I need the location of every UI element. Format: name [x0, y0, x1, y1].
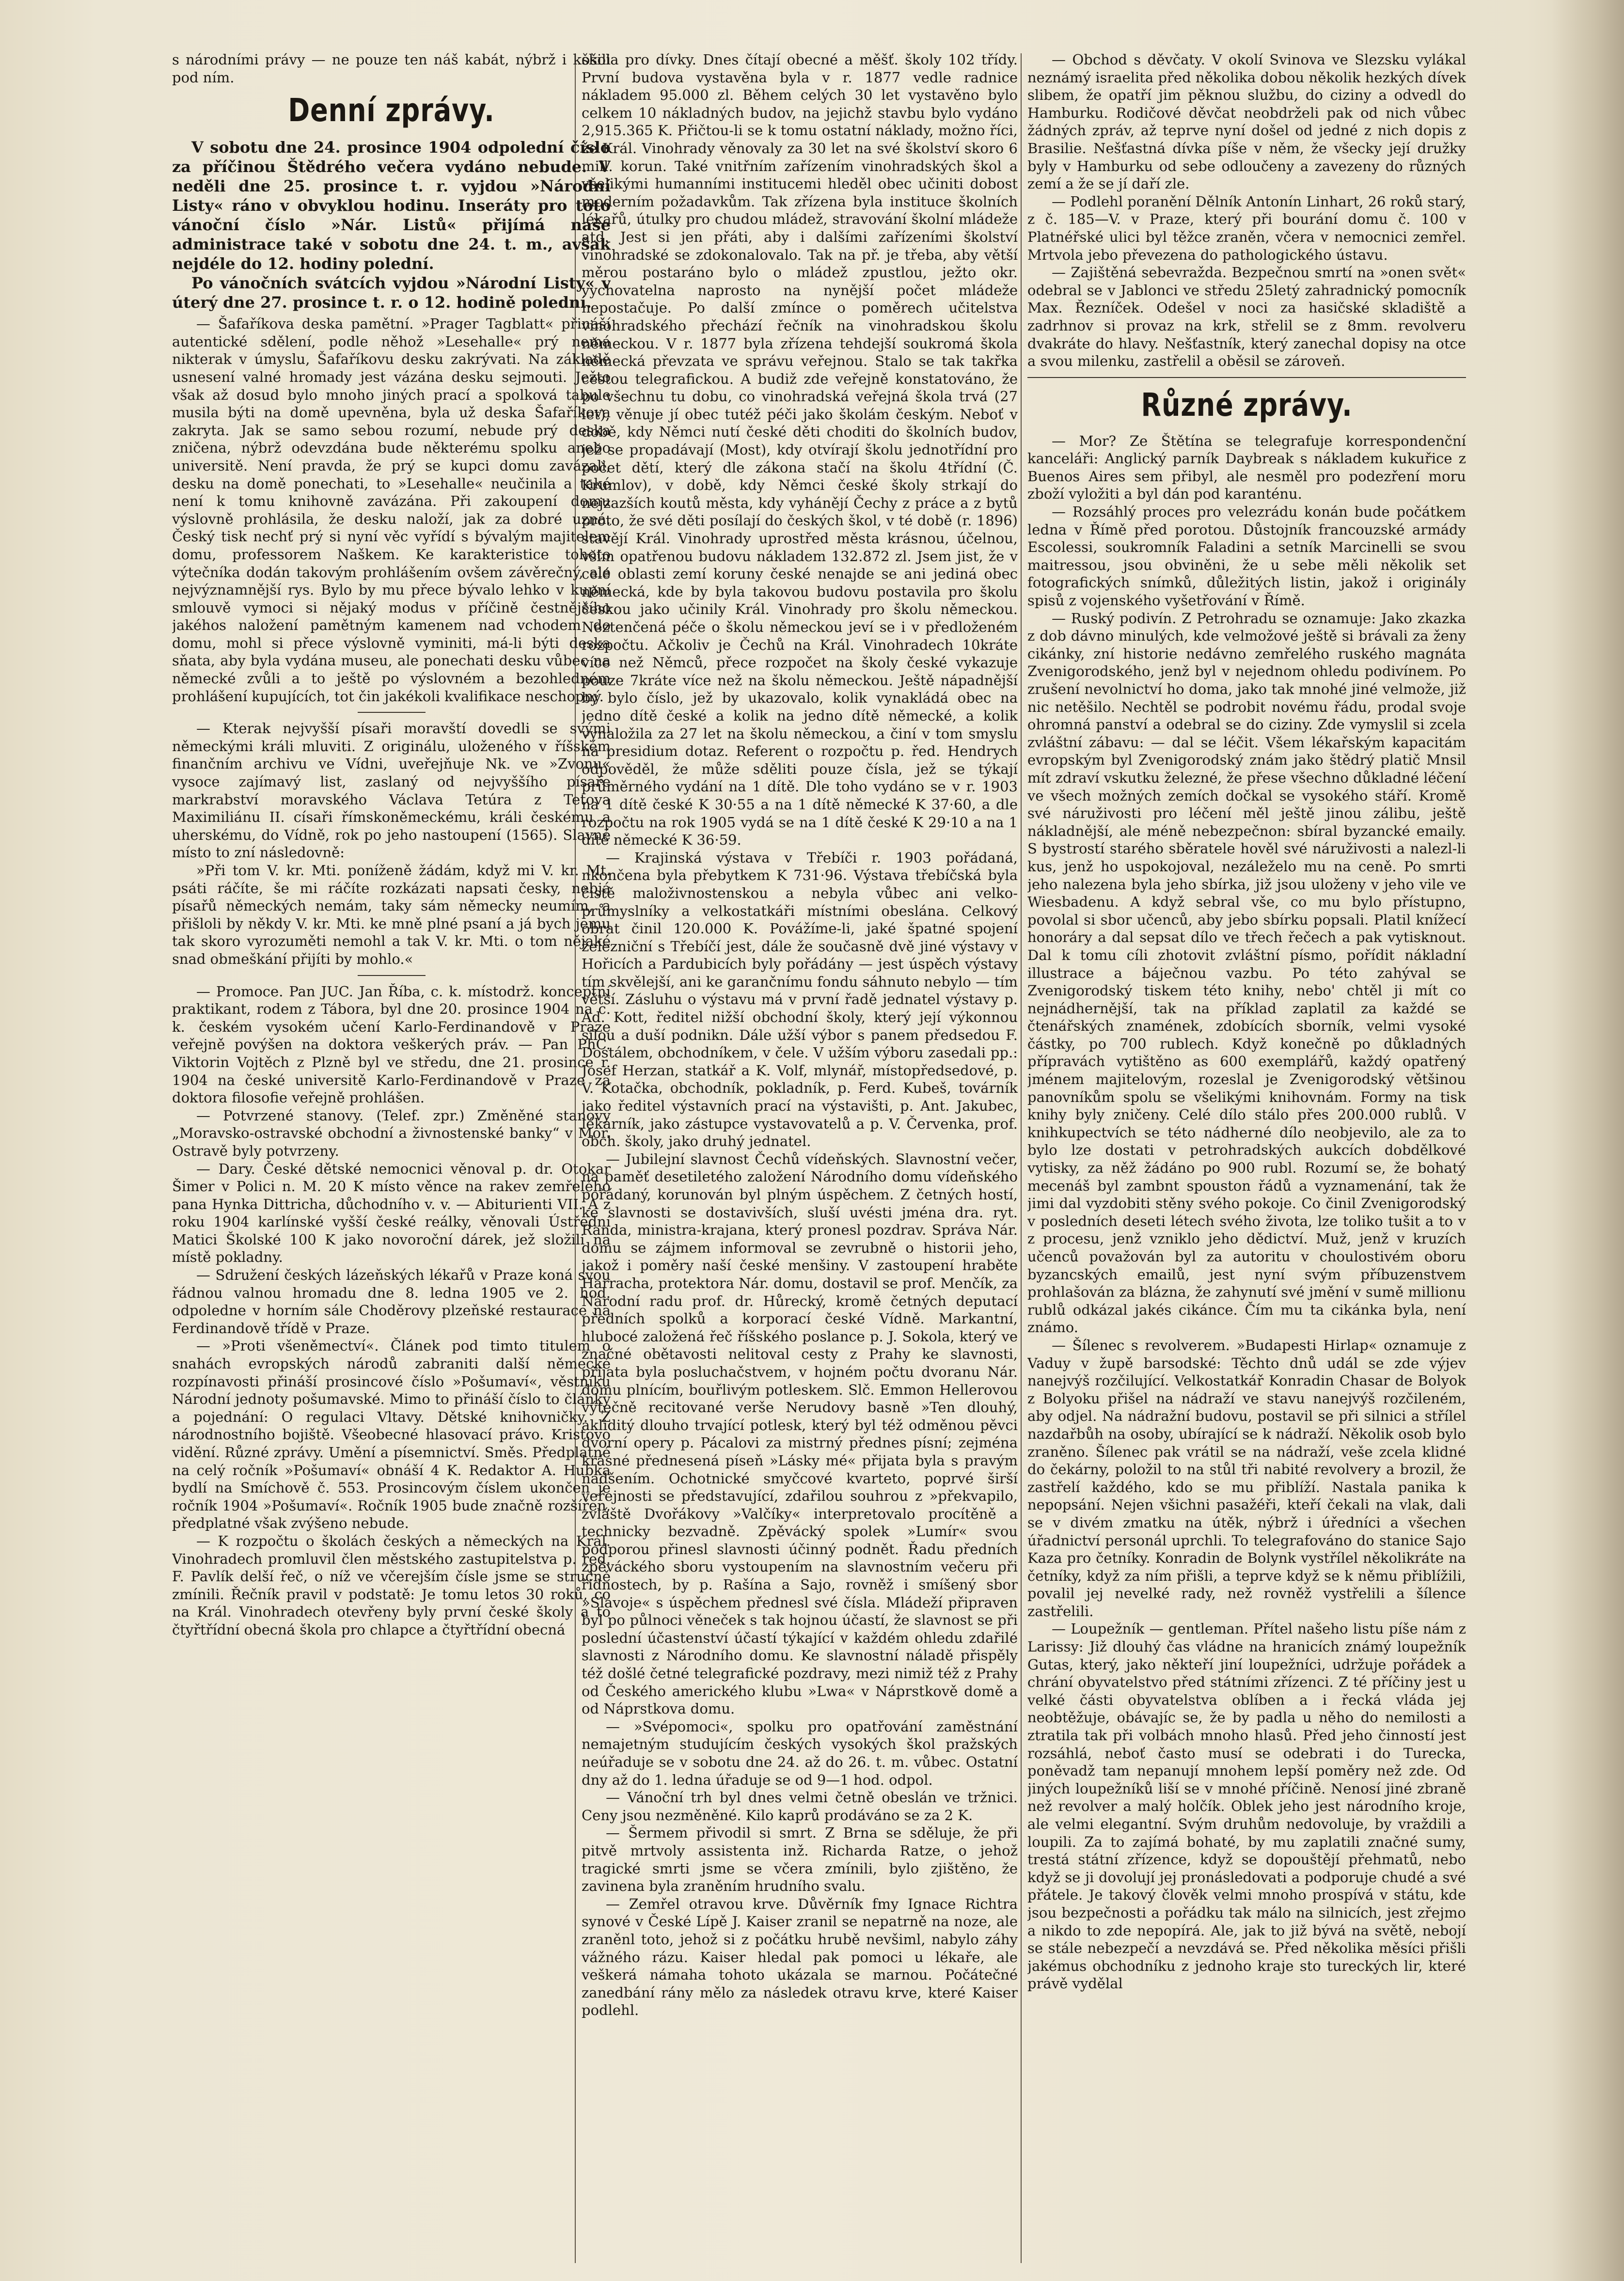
- article-paragraph: — Vánoční trh byl dnes velmi četně obeslán ve tržnici. Ceny jsou nezměněné. Kilo kaprů prodáváno se za 2 K.: [582, 1789, 1018, 1824]
- article-paragraph: »Při tom V. kr. Mti. poníženě žádám, když mi V. kr. Mt. psáti ráčíte, še mi ráčíte rozkázati napsati česky, nebjá písařů německých nemám, taky sám německy neumím, a přišloli by někdy V. kr. Mti. ke mně plné psaní a já bych jemu tak skoro vyrozuměti nemohl a tak V. kr. Mti. o tom nějaké snad obmeškání přijíti by mohlo.«: [172, 862, 611, 967]
- article-divider: [358, 712, 426, 713]
- article-divider: [358, 975, 426, 976]
- article-paragraph: — Obchod s děvčaty. V okolí Svinova ve Slezsku vylákal neznámý israelita před několika dobou několik hezkých dívek slibem, že opatří jim pěknou službu, do ciziny a odvedl do Hamburku. Rodičové děvčat neobdrželi pak od nich vůbec žádných zpráv, až teprve nyní došel od jedné z nich dopis z Brasilie. Nešťastná dívka píše v něm, že všecky její družky byly v Hamburku od sebe odloučeny a zavezeny do různých zemí a že se jí daří zle.: [1027, 51, 1466, 192]
- article-paragraph: — Krajinská výstava v Třebíči r. 1903 pořádaná, nkončena byla přebytkem K 731·96. Výstava třebíčská byla čistě maloživnostenskou a nebyla vůbec ani velko-průmyslníky a velkostatkáři místními obeslána. Celkový obrat činil 120.000 K. Povážíme-li, jaké špatné spojení železniční s Třebíčí jest, dále že současně dvě jiné výstavy v Hořicích a Pardubicích byly pořádány — jest úspěch výstavy tím skvělejší, ani ke garančnímu fondu sáhnuto nebylo — tím větší. Zásluhu o výstavu má v první řadě jednatel výstavy p. Ad. Kott, ředitel nižší obchodní školy, který její výkonnou silou a duší podnikn. Dále užší výbor s panem předsedou F. Dostálem, obchodníkem, v čele. V užším výboru zasedali pp.: Josef Herzan, statkář a K. Volf, mlynář, místopředsedové, p. V. Kotačka, obchodník, pokladník, p. Ferd. Kubeš, továrník jako ředitel výstavních prací na výstavišti, p. Ant. Jakubec, lékárník, jako zástupce vystavovatelů a p. V. Červenka, prof. obch. školy, jako druhý jednatel.: [582, 849, 1018, 1150]
- article-paragraph: — Šílenec s revolverem. »Budapesti Hirlap« oznamuje z Vaduy v župě barsodské: Těchto dnů udál se zde výjev nanejvýš rozčilující. Velkostatkář Konradin Chasar de Bolyok z Bolyoku přišel na nádraží ve stavu nanejvýš rozčileném, aby odjel. Na nádražní budovu, postavil se při silnici a střílel nazdařbůh na osoby, ubírající se k nádraží. Několik osob bylo zraněno. Šílenec pak vrátil se na nádraží, veše zcela klidné do čekárny, položil to na stůl tři nabité revolvery a brozil, že zastřelí každého, kdo se mu přiblíží. Nastala panika k nepopsání. Nejen všichni pasažéři, kteří čekali na vlak, dali se v divém zmatku na útěk, nýbrž i úředníci a všechen úřadnictví personál uprchli. To telegrafováno do stanice Sajo Kaza pro četníky. Konradin de Bolynk vystřílel několikráte na četníky, když za ním přišli, a teprve když se k němu přiblížili, povalil jej nevelké rady, než rovněž vystřelili a šílence zastřelili.: [1027, 1337, 1466, 1620]
- column-2: [582, 51, 1018, 2270]
- article-paragraph: — Promoce. Pan JUC. Jan Říba, c. k. místodrž. konceptní praktikant, rodem z Tábora, byl dne 20. prosince 1904 na c. k. českém vysokém učení Karlo-Ferdinandově v Praze veřejně povýšen na doktora veškerých práv. — Pan PhC. Viktorin Vojtěch z Plzně byl ve středu, dne 21. prosince r. 1904 na české universitě Karlo-Ferdinandově v Praze za doktora filosofie veřejně prohlášen.: [172, 983, 611, 1106]
- article-paragraph: — Sdružení českých lázeňských lékařů v Praze koná svou řádnou valnou hromadu dne 8. ledna 1905 ve 2. hod. odpoledne v horním sále Choděrovy plzeňské restaurace na Ferdinandově třídě v Praze.: [172, 1267, 611, 1337]
- article-paragraph: — Mor? Ze Štětína se telegrafuje korrespondenční kanceláři: Anglický parník Daybreak s nákladem kukuřice z Buenos Aires sem přibyl, ale nesměl pro podezření moru zboží vyložiti a byl dán pod karanténu.: [1027, 432, 1466, 503]
- article-paragraph: — Potvrzené stanovy. (Telef. zpr.) Změněné stanovy „Moravsko-ostravské obchodní a živnostenské banky“ v Mor. Ostravě byly potvrzeny.: [172, 1107, 611, 1159]
- article-paragraph: — Jubilejní slavnost Čechů vídeňských. Slavnostní večer, na paměť desetiletého založení Národního domu vídeňského pořádaný, korunován byl plným úspěchem. Z četných hostí, ke slavnosti se dostavivších, sluší uvésti jména dra. ryt. Randa, ministra-krajana, který pronesl pozdrav. Správa Nár. domu se zájmem informoval se zevrubně o historii jeho, jakož i poměry naší české menšiny. V zastoupení hraběte Harracha, protektora Nár. domu, dostavil se prof. Menčík, za Národní radu prof. dr. Hůrecký, kromě četných deputací předních spolků a korporací české Vídně. Markantní, hlubocé založená řeč říšského poslance p. J. Sokola, který ve značné obětavosti nelitoval cesty z Prahy ke slavnosti, přijata byla posluchačstvem, v hojném počtu dvoranu Nár. domu plnícím, bouřlivým potleskem. Slč. Emmon Hellerovou výtečně recitované verše Nerudovy basně »Ten dlouhý, akliditý dlouho trvající potlesk, který byl též odměnou pěvci dvorní opery p. Pácalovi za mistrný přednes písní; zejména krásné přednesená píseň »Lásky mé« přijata byla s pravým nadšením. Ochotnické smyčcové kvarteto, poprvé širší veřejnosti se představující, zdařilou souhrou z »překvapilo, zvláště Dvořákovy »Valčíky« interpretovalo procítěně a technicky bezvadně. Zpěvácký spolek »Lumír« svou podporou přinesl slavnosti účinný podnět. Řadu předních zpěváckého sboru vystoupením na slavnostním večeru při řidnostech, by p. Rašína a Sajo, rovněž i smíšený sbor »Slavoje« s úspěchem přednesl své čísla. Mládeží připraven byl po půlnoci věneček s tak hojnou účastí, že slavnost se při poslední účastenství účastí týkající v každém ohledu zdařilé slavnosti z Národního domu. Ke slavnostní náladě přispěly též došlé četné telegrafické pozdravy, mezi nimiž též z Prahy od Českého amerického klubu »Lwa« v Náprstkově domě a od Náprstkova domu.: [582, 1150, 1018, 1717]
- article-paragraph: — Šafaříkova deska pamětní. »Prager Tagblatt« přináší autentické sdělení, podle něhož »Lesehalle« prý nemá nikterak v úmyslu, Šafaříkovu desku zakrývati. Na základě usnesení valné hromady jest vázána desku sejmouti. Ježto však až dosud bylo mnoho jiných prací a spolková tabule musila býti na domě upevněna, byla už deska Šafaříkova zakryta. Jak se samo sebou rozumí, nebude prý deska zničena, nýbrž odevzdána bude některému spolku anebo universitě. Není pravda, že prý se kupci domu zavázali, desku na domě ponechati, to »Lesehalle« neučinila a také není k tomu knihovně zavázána. Při zakoupení domu výslovně prohlásila, že desku naloží, jak za dobré uzná. Český tisk nechť prý si nyní věc vyřídí s bývalým majitelem domu, professorem Naškem. Ke karakteristice tohoto výtečníka dodán takovým prohlášením ovšem závěrečný, ale nejvýznamnější rys. Bylo by mu přece bývalo lehko v kupní smlouvě vymoci si nějaký modus v příčině čestnějšího jakéhos naložení pamětným kamenem nad vchodem do domu, mohl si přece výslovně vyminiti, má-li býti deska sňata, aby byla vydána museu, ale ponechati desku vůbec na německé zvůli a to ještě po výslovném a bezohledném prohlášení kupujících, tot čin jakékoli kvalifikace neschopný.: [172, 315, 611, 705]
- section-heading-denni-zpravy: Denní zprávy.: [288, 92, 495, 129]
- article-paragraph: — Zemřel otravou krve. Důvěrník fmy Ignace Richtra synové v České Lípě J. Kaiser zranil se nepatrně na noze, ale zraněnl toto, jehož si z počátku hrubě nevšiml, nabylo záhy vážného rázu. Kaiser hledal pak pomoci u lékaře, ale veškerá námaha tohoto ukázala se marnou. Počátečné zanedbání rány mělo za následek otravu krve, které Kaiser podlehl.: [582, 1895, 1018, 2019]
- article-paragraph: — »Proti všeněmectví«. Článek pod timto titulem o snahách evropských národů zabraniti další německé rozpínavosti přináší prosincové číslo »Pošumaví«, věstníku Národní jednoty pošumavské. Mimo to přináší číslo to články a pojednání: O regulaci Vltavy. Dětské knihovničky. Z národnostního bojiště. Všeobecné hlasovací právo. Kristovo vidění. Různé zprávy. Umění a písemnictví. Směs. Předplatné na celý ročník »Pošumaví« obnáší 4 K. Redaktor A. Hubka bydlí na Smíchově č. 553. Prosincovým číslem ukončen je ročník 1904 »Pošumaví«. Ročník 1905 bude značně rozšířen, předplatné však zvýšeno nebude.: [172, 1337, 611, 1532]
- article-paragraph: škola pro dívky. Dnes čítají obecné a měšť. školy 102 třídy. První budova vystavěna byla v r. 1877 vedle radnice nákladem 95.000 zl. Během celých 30 let vystavěno bylo celkem 10 nákladných budov, na jejichž stavbu bylo vydáno 2,915.365 K. Přičtou-li se k tomu ostatní náklady, možno říci, že Král. Vinohrady věnovaly za 30 let na své školství skoro 6 mill. korun. Také vnitřním zařízením vinohradských škol a všelikými humanními institucemi hleděl obec učiniti dobost moderním požadavkům. Tak zřízena byla instituce školních lékařů, útulky pro chudou mládež, stravování školní mládeže atd. Jest si jen přáti, aby i dalšími zařízeními školství vinohradské se zdokonalovalo. Tak na př. je třeba, aby větší měrou postaráno bylo o mládež zpustlou, ježto okr. vychovatelna naprosto na nynější počet mládeže nepostačuje. Po další zmínce o poměrech učitelstva vinohradského přechází řečník na vinohradskou školu německou. V r. 1877 byla zřízena tehdejší soukromá škola německá převzata ve správu veřejnou. Stalo se tak takřka cestou telegrafickou. A budiž zde veřejně konstatováno, že po všechnu tu dobu, co vinohradská veřejná škola trvá (27 let), věnuje jí obec tutéž péči jako školám českým. Neboť v době, kdy Němci nutí české děti choditi do školních budov, jež se propadávají (Most), kdy otvírají školu jednotřídní pro počet dětí, který dle zákona stačí na školu 4třídní (Č. Krumlov), v době, kdy Němci české školy strkají do nejzazších koutů města, kdy vyhánějí Čechy z práce a z bytů proto, že své děti posílají do českých škol, v té době (r. 1896) stavějí Král. Vinohrady uprostřed města krásnou, účelnou, vším opatřenou budovu nákladem 132.872 zl. Jsem jist, že v celé oblasti zemí koruny české nenajde se ani jediná obec německá, kde by byla takovou budovu postavila pro školu českou jako učinily Král. Vinohrady pro školu německou. Neztenčená péče o školu německou jeví se i v předloženém rozpočtu. Ačkoliv je Čechů na Král. Vinohradech 10kráte více než Němců, přece rozpočet na školy české vykazuje pouze 7kráte více než na školu německou. Ještě nápadnější by bylo číslo, jež by ukazovalo, kolik vynakládá obec na jedno dítě české a kolik na jedno dítě německé, a kolik vynaložila za 27 let na školu německou, a činí v tom smyslu na presidium dotaz. Referent o rozpočtu p. řed. Hendrych odpověděl, že může sděliti pouze čísla, jež se týkají průměrného vydání na 1 dítě. Dle toho vydáno se v r. 1903 na 1 dítě české K 30·55 a na 1 dítě německé K 37·60, a dle rozpočtu na rok 1905 vydá se na 1 dítě české K 29·10 a na 1 dítě německé K 36·59.: [582, 51, 1018, 849]
- intro-text: s národními právy — ne pouze ten náš kabát, nýbrž i košili pod ním.: [172, 51, 611, 86]
- article-paragraph: — Podlehl poranění Dělník Antonín Linhart, 26 roků starý, z č. 185—V. v Praze, který při bourání domu č. 100 v Platnéřské ulici byl těžce zraněn, včera v nemocnici zemřel. Mrtvola jebo převezena do pathologického ústavu.: [1027, 193, 1466, 263]
- article-paragraph: — Kterak nejvyšší písaři moravští dovedli se svými německými králi mluviti. Z originálu, uloženého v říšském finančním archivu ve Vídni, uveřejňuje Nk. ve »Zvonu« vysoce zajímavý list, zaslaný od nejvyššího písaře markrabství moravského Václava Tetúra z Tetova Maximiliánu II. císaři římskoněmeckému, králi českému a uherskému, do Vídně, rok po jeho nastoupení (1565). Slavné místo to zní následovně:: [172, 720, 611, 861]
- notice-paragraph: V sobotu dne 24. prosince 1904 odpolední číslo za příčinou Štědrého večera vydáno nebude. V neděli dne 25. prosince t. r. vyjdou »Národní Listy« ráno v obvyklou hodinu. Inseráty pro toto vánoční číslo »Nár. Listů« přijímá naše administrace také v sobotu dne 24. t. m., avšak nejdéle do 12. hodiny polední.: [172, 138, 611, 273]
- column-1: [172, 51, 611, 2270]
- notice-paragraph: Po vánočních svátcích vyjdou »Národní Listy« v úterý dne 27. prosince t. r. o 12. hodině polední.: [172, 274, 611, 312]
- notice-block: [172, 138, 611, 312]
- section-heading-ruzne-zpravy: Různé zprávy.: [1141, 386, 1353, 424]
- article-paragraph: — »Svépomoci«, spolku pro opatřování zaměstnání nemajetným studujícím českých vysokých škol pražských neúřaduje se v sobotu dne 24. až do 26. t. m. vůbec. Ostatní dny až do 1. ledna úřaduje se od 9—1 hod. odpol.: [582, 1718, 1018, 1788]
- article-paragraph: — Rozsáhlý proces pro velezrádu konán bude počátkem ledna v Římě před porotou. Důstojník francouzské armády Escolessi, soukromník Faladini a setník Marcinelli se svou maitressou, jsou obviněni, že u sebe měli několik set fotografických snímků, důležitých listin, jakož i originály spisů z vojenského vyšetřování v Římě.: [1027, 503, 1466, 609]
- section-divider: [1027, 377, 1466, 378]
- article-paragraph: — Dary. České dětské nemocnici věnoval p. dr. Otokar Šimer v Polici n. M. 20 K místo věnce na rakev zemřelého pana Hynka Dittricha, důchodního v. v. — Abiturienti VII. A z roku 1904 karlínské vyšší české reálky, věnovali Ústřední Matici Školské 100 K jako novoroční dárek, jež složili na místě pokladny.: [172, 1160, 611, 1266]
- article-paragraph: — Šermem přivodil si smrt. Z Brna se sděluje, že při pitvě mrtvoly assistenta inž. Richarda Ratze, o jehož tragické smrti jsme se včera zmínili, bylo zjištěno, že zavinena byla zraněním hrudního svalu.: [582, 1825, 1018, 1895]
- article-paragraph: — Loupežník — gentleman. Přítel našeho listu píše nám z Larissy: Již dlouhý čas vládne na hranicích známý loupežník Gutas, který, jako někteří jiní loupežníci, udržuje pořádek a chrání obyvatelstvo před státními zřízenci. Z té příčiny jest u velké části obyvatelstva oblíben a i řecká vláda jej neobtěžuje, obávajíc se, že by padla u něho do nemilosti a ztratila tak při volbách mnoho hlasů. Před jeho činností jest rozsáhlá, neboť často musí se odebrati i do Turecka, poněvadž tam nepanují mnohem lepší poměry než zde. Od jiných loupežníků liší se v mnohé příčině. Nenosí jiné zbraně než revolver a malý holčík. Oblek jeho jest národního kroje, ale velmi elegantní. Svým druhům nedovoluje, by vraždili a loupili. Za to zajímá bohaté, by mu zaplatili značné sumy, trestá státní zřízence, když se dopouštějí přehmatů, nebo když se ji dovolují jej pronásledovati a podporuje chudé a své přátele. Je takový člověk velmi mnoho prospívá v státu, kde jsou bezpečnosti a pořádku tak málo na silnicích, jest zřejmo a nikdo to zde nepopírá. Ale, jak to již bývá na světě, nebojí se stále nebezpečí a nevzdává se. Před několika měsíci přišli jakémus obchodníku z jednoho kraje sto tureckých lir, které právě vydělal: [1027, 1620, 1466, 1992]
- article-paragraph: — Zajištěná sebevražda. Bezpečnou smrtí na »onen svět« odebral se v Jablonci ve středu 25letý zahradnický pomocník Max. Řezníček. Odešel v noci za hasičské skladiště a zadrhnov si provaz na krk, střelil se z 8mm. revolveru dvakráte do hlavy. Nešťastník, který zanechal dopisy na otce a svou milenku, zastřelil a oběsil se zároveň.: [1027, 264, 1466, 370]
- article-paragraph: — K rozpočtu o školách českých a německých na Král. Vinohradech promluvil člen městského zastupitelstva p. řed. F. Pavlík delší řeč, o níž ve včerejším čísle jsme se stručně zmínili. Řečník pravil v podstatě: Je tomu letos 30 roků, co na Král. Vinohradech otevřeny byly první české školy a to čtyřtřídní obecná škola pro chlapce a čtyřtřídní obecná: [172, 1532, 611, 1638]
- page-edge-shadow: [1551, 0, 1624, 2281]
- article-paragraph: — Ruský podivín. Z Petrohradu se oznamuje: Jako zkazka z dob dávno minulých, kde velmožové ještě si brávali za ženy cikánky, zní historie nedávno zemřelého ruského magnáta Zvenigorodského, jenž byl v nejednom ohledu podivínem. Po zrušení nevolnictví ho doma, jako tak mnohé jiné velmože, již nic netěšilo. Nechtěl se podrobit novému řádu, prodal svoje ohromná panství a odebral se do ciziny. Zde vymyslil si zcela zvláštní zábavu: — dal se léčit. Všem lékařským kapacitám evropským byl Zvenigorodský znám jako štědrý platič Mnsil mít zdraví vskutku železné, že přese všechno důkladné léčení ve všech možných zemích dočkal se vysokého stáří. Kromě své náruživosti pro léčení měl ještě jinou zálibu, ještě nákladnější, ale méně nebezpečnon: sbíral byzancké emaily. S bystrostí starého sběratele hověl své náruživosti a nalezl-li kus, jenž ho uspokojoval, nezáleželo mu na ceně. Po smrti jeho nalezena byla jeho sbírka, již jsou uloženy v jeho vile ve Wiesbadenu. A když sebral vše, co mu bylo přístupno, povolal si sbor učenců, aby jebo sbírku popsali. Platil knížecí honoráry a dal sepsat dílo ve třech řečech a pak vytisknout. Dal k tomu cíli zhotovit zvláštní písmo, pořídit nákladní illustrace a báječnou vazbu. Po této zahýval se Zvenigorodský tiskem této knihy, nebo' chtěl ji mít co nejnádhernější, tak na příklad zaplatil za každé se čtenářských znamének, zdobících sborník, velmi vysoké částky, po 700 rublech. Když konečně po důkladných přípravách vytištěno as 600 exemplářů, každý opatřený jménem majitelovým, rozeslal je Zvenigorodský většinou panovníkům spolu se všelikými knihovnám. Formy na tisk knihy byly zničeny. Celé dílo stálo přes 200.000 rublů. V knihkupectvích se této nádherné dílo neobjevilo, ale za to bylo lze dostati v petrohradských aukcích dobdělkové vytisky, za něž žádáno po 900 rubl. Rozumí se, že bohatý mecenáš byl zambnt spouston řádů a vyznamenání, tak že jimi dal vyzdobiti stěny svého pokoje. Co činil Zvenigorodský v posledních deseti létech svého života, lze toliko tušit a to v z procesu, jenž vzniklo jeho dědictví. Muž, jenž v kruzích učenců považován byl za autoritu v choulostivém oboru byzancských emailů, jest nyní svým příbuzenstvem prohlašován za blázna, že zahynutí své jmění v sumě millionu rublů odkázal jakés cikánce. Čím mu ta cikánka byla, není známo.: [1027, 610, 1466, 1336]
- column-3: [1027, 51, 1466, 2270]
- column-rule: [1021, 53, 1022, 2263]
